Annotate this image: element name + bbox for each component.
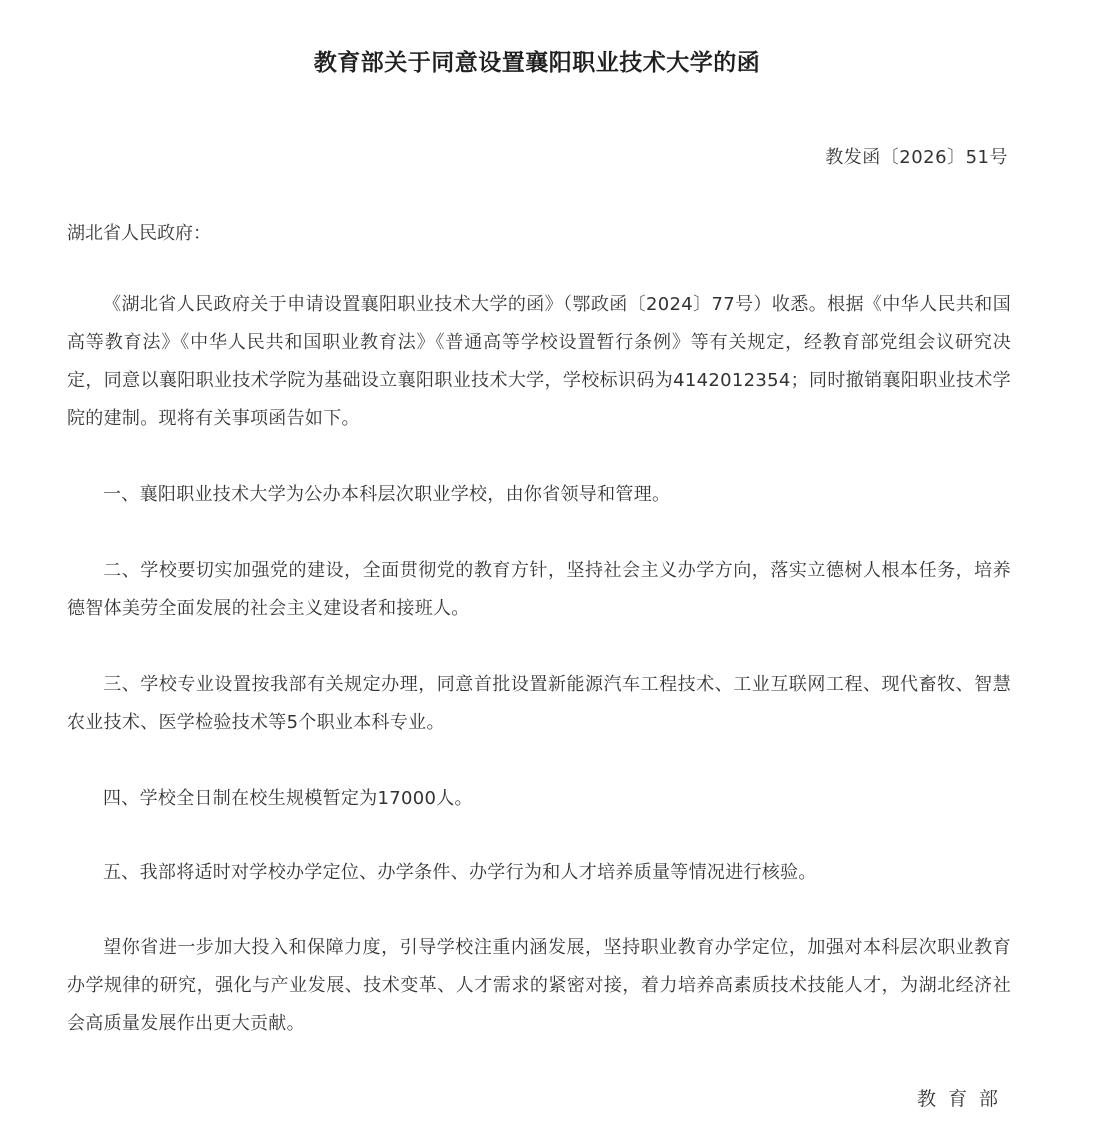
paragraph-text: 二、学校要切实加强党的建设，全面贯彻党的教育方针，坚持社会主义办学方向，落实立德树人根本任务，培养德智体美劳全面发展的社会主义建设者和接班人。	[67, 560, 1011, 619]
paragraph-item-4	[67, 780, 1011, 818]
recipient: 湖北省人民政府：	[67, 223, 211, 244]
paragraph-text: 四、学校全日制在校生规模暂定为17000人。	[103, 788, 473, 809]
paragraph-closing	[67, 929, 1011, 1043]
paragraph-item-2	[67, 552, 1011, 628]
document-number: 教发函〔2026〕51号	[825, 147, 1008, 168]
paragraph-item-3	[67, 666, 1011, 742]
paragraph-text: 五、我部将适时对学校办学定位、办学条件、办学行为和人才培养质量等情况进行核验。	[103, 862, 817, 883]
paragraph-text: 一、襄阳职业技术大学为公办本科层次职业学校，由你省领导和管理。	[103, 484, 671, 505]
signature: 教育部	[916, 1088, 1010, 1110]
paragraph-item-5	[67, 854, 1011, 892]
paragraph-intro	[67, 286, 1011, 438]
paragraph-text: 三、学校专业设置按我部有关规定办理，同意首批设置新能源汽车工程技术、工业互联网工程、现代畜牧、智慧农业技术、医学检验技术等5个职业本科专业。	[67, 674, 1011, 733]
document-title: 教育部关于同意设置襄阳职业技术大学的函	[313, 50, 761, 76]
paragraph-item-1	[67, 476, 1011, 514]
paragraph-text: 《湖北省人民政府关于申请设置襄阳职业技术大学的函》（鄂政函〔2024〕77号）收悉。根据《中华人民共和国高等教育法》《中华人民共和国职业教育法》《普通高等学校设置暂行条例》等有关规定，经教育部党组会议研究决定，同意以襄阳职业技术学院为基础设立襄阳职业技术大学，学校标识码为4142012354；同时撤销襄阳职业技术学院的建制。现将有关事项函告如下。	[67, 294, 1011, 429]
paragraph-text: 望你省进一步加大投入和保障力度，引导学校注重内涵发展，坚持职业教育办学定位，加强对本科层次职业教育办学规律的研究，强化与产业发展、技术变革、人才需求的紧密对接，着力培养高素质技术技能人才，为湖北经济社会高质量发展作出更大贡献。	[67, 937, 1011, 1034]
